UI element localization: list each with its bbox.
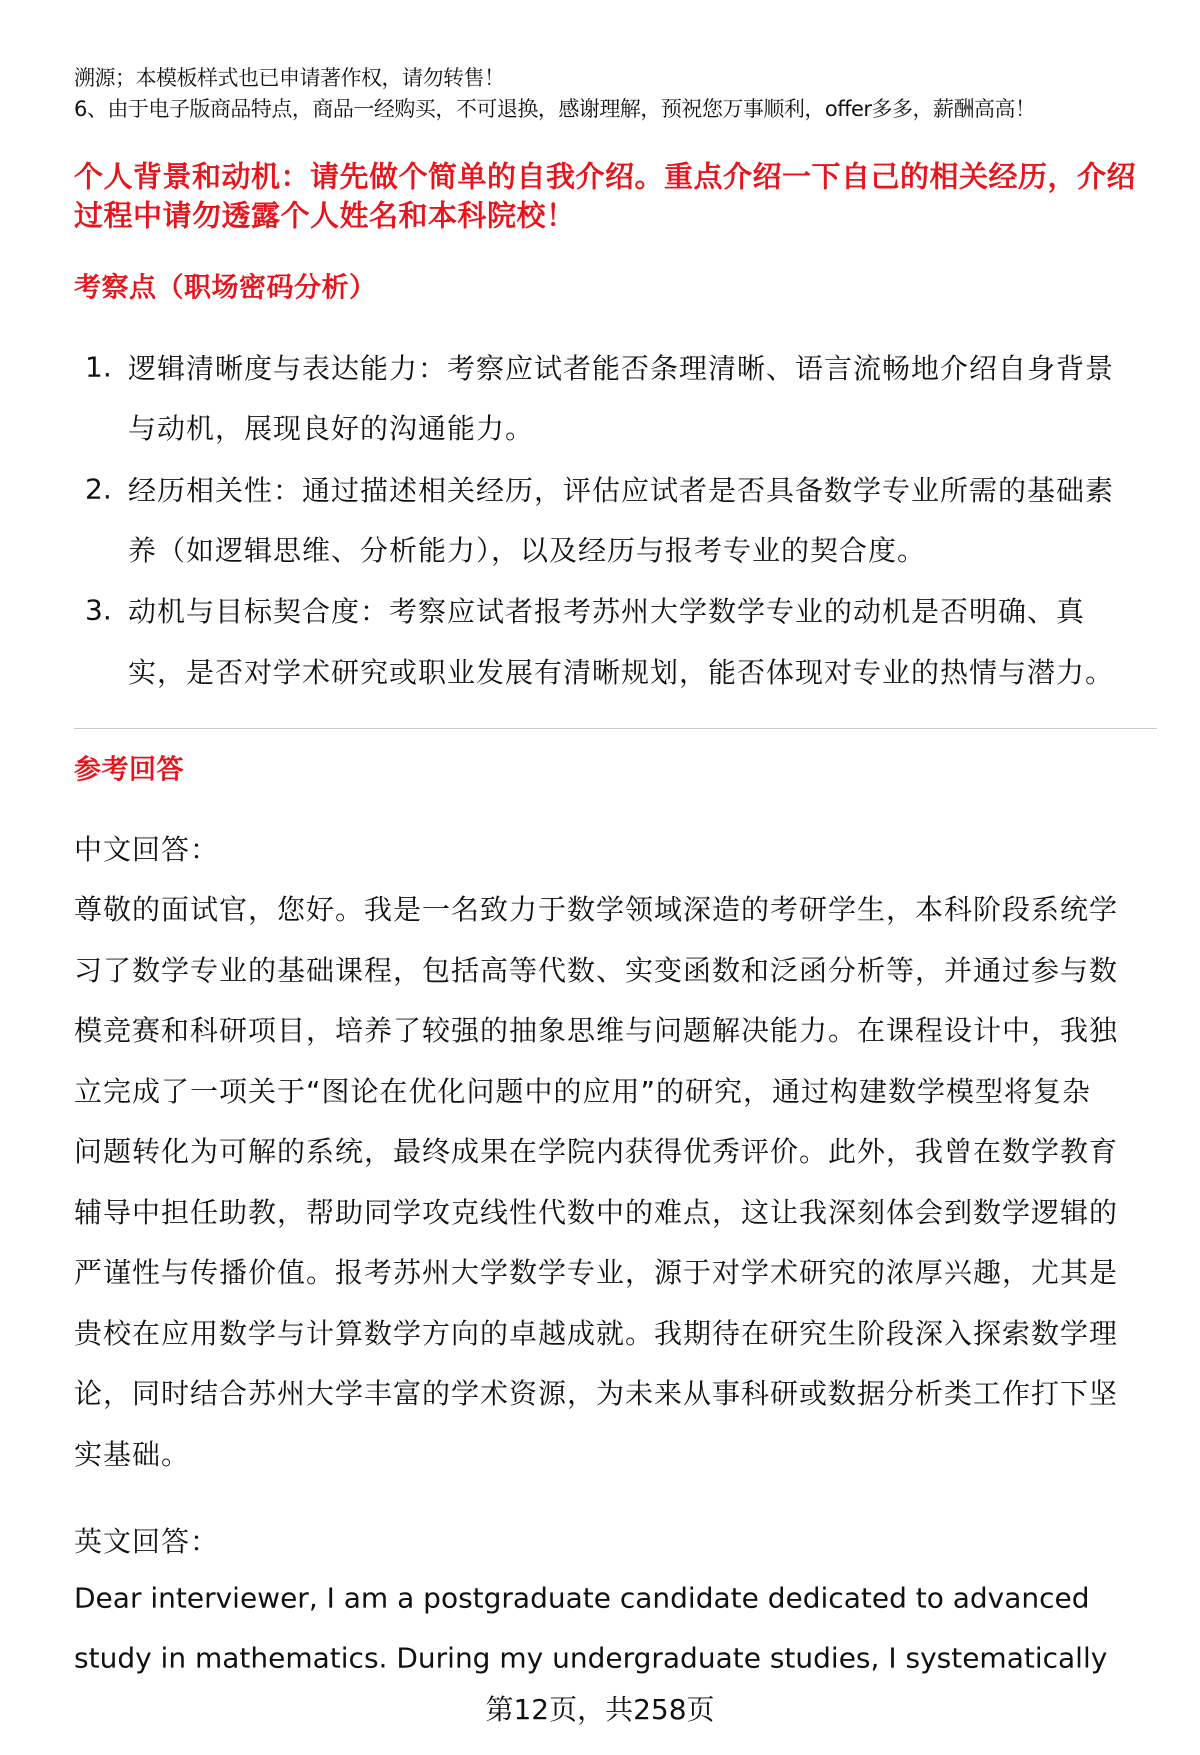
divider bbox=[74, 728, 1157, 729]
zh-answer-line: 辅导中担任助教，帮助同学攻克线性代数中的难点，这让我深刻体会到数学逻辑的 bbox=[74, 1195, 1119, 1229]
question-heading: 个人背景和动机：请先做个简单的自我介绍。重点介绍一下自己的相关经历，介绍 bbox=[74, 159, 1137, 194]
list-number: 2. bbox=[85, 472, 112, 506]
list-item: 养（如逻辑思维、分析能力），以及经历与报考专业的契合度。 bbox=[128, 534, 927, 567]
list-item: 实，是否对学术研究或职业发展有清晰规划，能否体现对专业的热情与潜力。 bbox=[128, 656, 1115, 689]
zh-answer-line: 问题转化为可解的系统，最终成果在学院内获得优秀评价。此外，我曾在数学教育 bbox=[74, 1135, 1119, 1168]
list-number: 1. bbox=[85, 350, 112, 384]
zh-answer-line: 论，同时结合苏州大学丰富的学术资源，为未来从事科研或数据分析类工作打下坚 bbox=[74, 1377, 1119, 1410]
zh-answer-line: 实基础。 bbox=[74, 1437, 191, 1471]
notice-line: 6、由于电子版商品特点，商品一经购买，不可退换，感谢理解，预祝您万事顺利，offer多多，薪酬高高！ bbox=[74, 97, 1036, 121]
list-item: 逻辑清晰度与表达能力：考察应试者能否条理清晰、语言流畅地介绍自身背景 bbox=[128, 352, 1115, 385]
zh-answer-line: 模竞赛和科研项目，培养了较强的抽象思维与问题解决能力。在课程设计中，我独 bbox=[74, 1014, 1119, 1047]
en-answer-line: study in mathematics. During my undergraduate studies, I systematically bbox=[74, 1641, 1108, 1675]
question-heading: 过程中请勿透露个人姓名和本科院校！ bbox=[74, 198, 576, 233]
zh-answer-label: 中文回答： bbox=[74, 833, 220, 866]
analysis-heading: 考察点（职场密码分析） bbox=[74, 272, 377, 304]
en-answer-line: Dear interviewer, I am a postgraduate candidate dedicated to advanced bbox=[74, 1581, 1090, 1615]
list-item: 经历相关性：通过描述相关经历，评估应试者是否具备数学专业所需的基础素 bbox=[128, 474, 1115, 507]
list-item: 动机与目标契合度：考察应试者报考苏州大学数学专业的动机是否明确、真 bbox=[128, 595, 1086, 628]
en-answer-label: 英文回答： bbox=[74, 1525, 220, 1558]
notice-line: 溯源；本模板样式也已申请著作权，请勿转售！ bbox=[74, 66, 505, 90]
zh-answer-line: 习了数学专业的基础课程，包括高等代数、实变函数和泛函分析等，并通过参与数 bbox=[74, 953, 1119, 987]
zh-answer-line: 贵校在应用数学与计算数学方向的卓越成就。我期待在研究生阶段深入探索数学理 bbox=[74, 1316, 1119, 1350]
list-number: 3. bbox=[85, 593, 112, 627]
zh-answer-line: 尊敬的面试官，您好。我是一名致力于数学领域深造的考研学生，本科阶段系统学 bbox=[74, 893, 1119, 926]
zh-answer-line: 严谨性与传播价值。报考苏州大学数学专业，源于对学术研究的浓厚兴趣，尤其是 bbox=[74, 1256, 1119, 1289]
page-number: 第12页，共258页 bbox=[485, 1693, 715, 1726]
list-item: 与动机，展现良好的沟通能力。 bbox=[128, 412, 535, 445]
answer-heading: 参考回答 bbox=[74, 754, 184, 786]
zh-answer-line: 立完成了一项关于“图论在优化问题中的应用”的研究，通过构建数学模型将复杂 bbox=[74, 1074, 1092, 1108]
